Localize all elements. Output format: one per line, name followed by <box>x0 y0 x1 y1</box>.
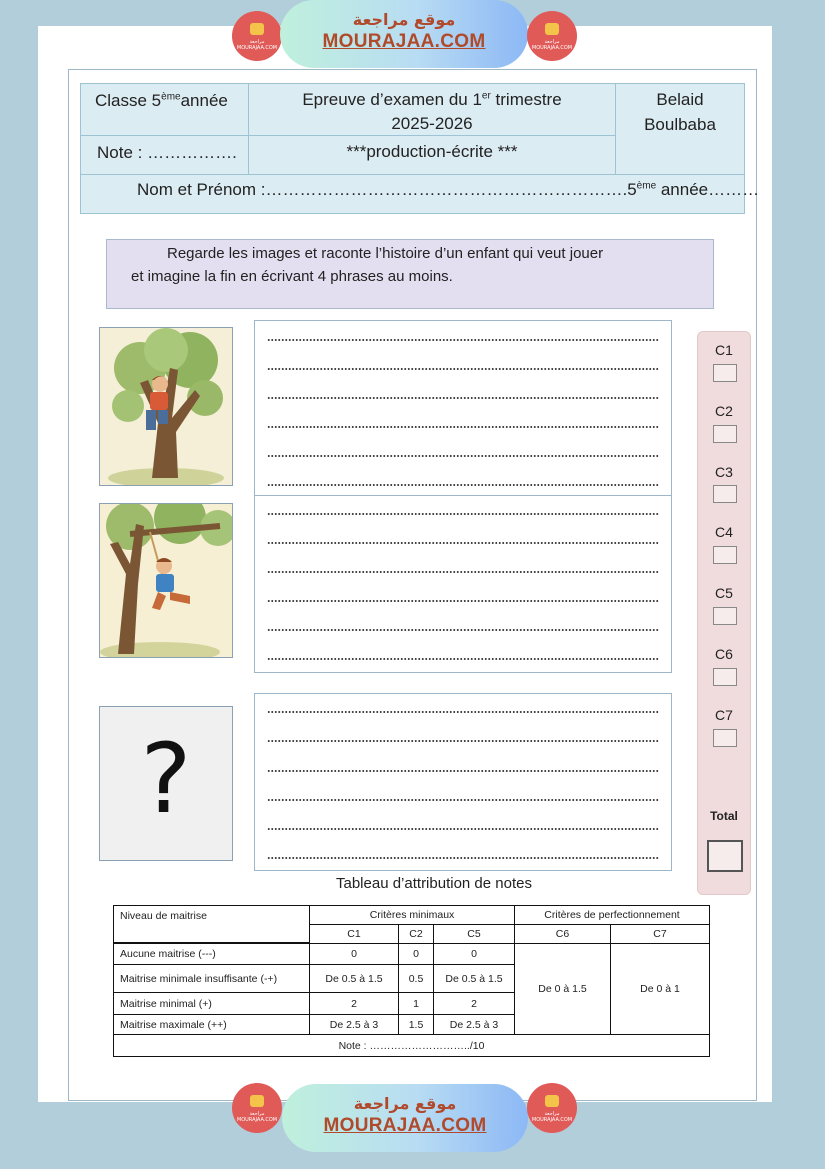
writing-area-3[interactable] <box>254 693 672 871</box>
table-cell: 2 <box>309 992 399 1015</box>
table-cell: 2 <box>433 992 515 1015</box>
criterion-label: C6 <box>715 646 733 662</box>
criterion-score-box[interactable] <box>713 485 737 503</box>
site-logo-left: مراجعة MOURAJAA.COM <box>232 11 282 61</box>
table-cell: 0 <box>398 943 434 965</box>
criterion-score-box[interactable] <box>713 425 737 443</box>
table-cell: De 2.5 à 3 <box>309 1014 399 1035</box>
criterion-label: C7 <box>715 707 733 723</box>
criterion-label: C1 <box>715 342 733 358</box>
classe-cell: Classe 5èmeannée <box>80 83 249 136</box>
table-cell: De 0.5 à 1.5 <box>309 964 399 993</box>
instructions-box: Regarde les images et raconte l’histoire d’un enfant qui veut jouer et imagine la fin en écrivant 4 phrases au moins. <box>106 239 714 309</box>
teacher-cell: Belaid Boulbaba <box>615 83 745 175</box>
question-mark: ? <box>140 723 192 835</box>
table-row-level: Maitrise minimal (+) <box>113 992 310 1015</box>
table-cell: 1.5 <box>398 1014 434 1035</box>
table-cell: 0 <box>309 943 399 965</box>
name-field[interactable]: Nom et Prénom :……………………………………………………….5ème année……… <box>80 174 745 214</box>
site-logo-right: مراجعة MOURAJAA.COM <box>527 11 577 61</box>
criterion-label: C4 <box>715 524 733 540</box>
school-year: 2025-2026 <box>391 114 473 133</box>
criterion-score-box[interactable] <box>713 364 737 382</box>
criterion-label: C2 <box>715 403 733 419</box>
header-level: Niveau de maitrise <box>113 905 310 943</box>
col-header: C2 <box>398 924 434 944</box>
table-row-level: Aucune maitrise (---) <box>113 943 310 965</box>
site-banner-bottom[interactable] <box>282 1084 528 1152</box>
writing-area-1[interactable] <box>254 320 672 496</box>
banner-arabic: موقع مراجعة <box>353 1094 457 1113</box>
subject-cell: ***production-écrite *** <box>248 135 616 175</box>
table-cell: 0 <box>433 943 515 965</box>
table-caption: Tableau d’attribution de notes <box>336 875 532 892</box>
header-min: Critères minimaux <box>309 905 515 925</box>
criterion-score-box[interactable] <box>713 729 737 747</box>
boy-climbing-tree-image <box>99 327 233 486</box>
criteria-panel <box>697 331 751 895</box>
criterion-score-box[interactable] <box>713 546 737 564</box>
c7-range: De 0 à 1 <box>610 943 710 1035</box>
epreuve-cell: Epreuve d’examen du 1er trimestre 2025-2026 <box>248 83 616 136</box>
site-banner-top[interactable] <box>280 0 528 68</box>
banner-site[interactable]: MOURAJAA.COM <box>323 1115 487 1136</box>
boy-swinging-image <box>99 503 233 658</box>
table-row-level: Maitrise minimale insuffisante (-+) <box>113 964 310 993</box>
table-note: Note : ………………………../10 <box>113 1034 710 1057</box>
table-cell: 0.5 <box>398 964 434 993</box>
writing-area-2[interactable] <box>254 495 672 673</box>
table-row-level: Maitrise maximale (++) <box>113 1014 310 1035</box>
c6-range: De 0 à 1.5 <box>514 943 611 1035</box>
total-score-box[interactable] <box>707 840 743 872</box>
note-cell: Note : ……………. <box>80 135 249 175</box>
criterion-label: C5 <box>715 585 733 601</box>
header-perf: Critères de perfectionnement <box>514 905 710 925</box>
ending-placeholder-image <box>99 706 233 861</box>
table-cell: De 2.5 à 3 <box>433 1014 515 1035</box>
total-label: Total <box>710 809 738 823</box>
col-header: C7 <box>610 924 710 944</box>
criterion-score-box[interactable] <box>713 607 737 625</box>
col-header: C5 <box>433 924 515 944</box>
table-cell: De 0.5 à 1.5 <box>433 964 515 993</box>
site-logo-right: مراجعة MOURAJAA.COM <box>527 1083 577 1133</box>
banner-site[interactable]: MOURAJAA.COM <box>322 31 486 52</box>
site-logo-left: مراجعة MOURAJAA.COM <box>232 1083 282 1133</box>
col-header: C6 <box>514 924 611 944</box>
criterion-label: C3 <box>715 464 733 480</box>
table-cell: 1 <box>398 992 434 1015</box>
col-header: C1 <box>309 924 399 944</box>
criterion-score-box[interactable] <box>713 668 737 686</box>
banner-arabic: موقع مراجعة <box>352 10 456 29</box>
